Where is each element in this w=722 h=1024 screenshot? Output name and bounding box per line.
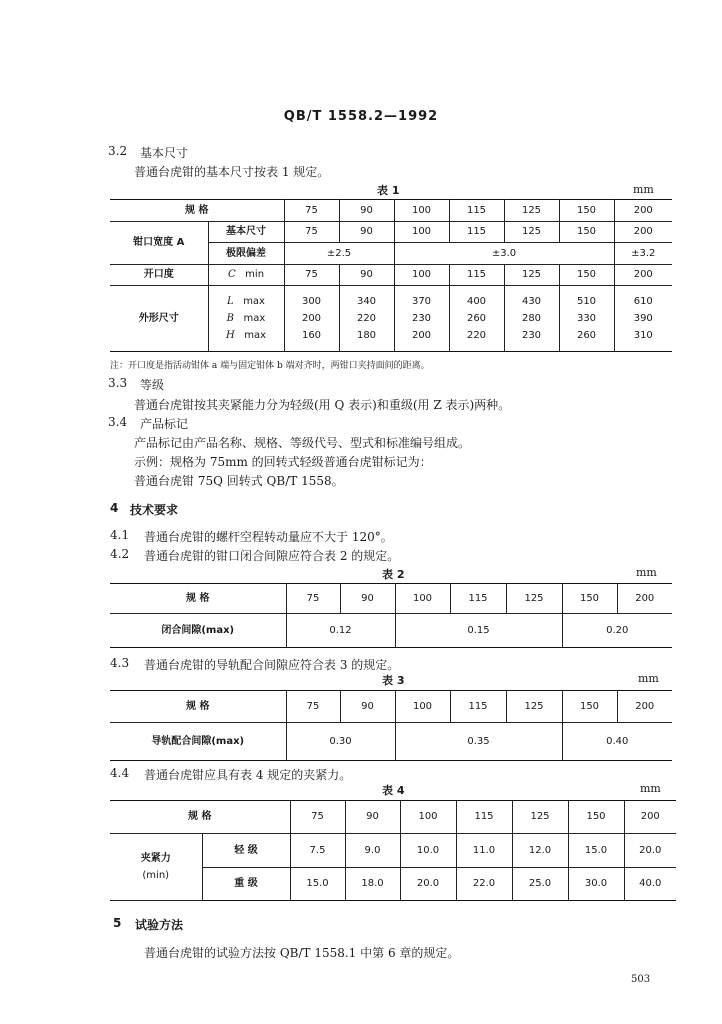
dim-value: 230 [521,330,542,341]
section-4-2-number: 4.2 [110,547,130,561]
dim-value: 370 [411,296,432,307]
section-3-4-line1: 产品标记由产品名称、规格、等级代号、型式和标准编号组成。 [134,436,471,450]
table1-outer-dims-label: 外形尺寸 [110,286,208,352]
section-4-1-number: 4.1 [110,528,130,542]
table2-spec: 75 [286,584,340,614]
table1-spec: 125 [504,200,559,222]
dim-value: 390 [633,313,653,324]
dim-value: 280 [521,313,542,324]
table3-spec: 75 [286,691,340,723]
table4-light-value: 10.0 [400,834,456,868]
table1-nominal-label: 基本尺寸 [208,222,284,243]
table2-spec: 100 [395,584,450,614]
table3-spec: 115 [450,691,506,723]
table1-dims-column [614,286,672,352]
table3-value: 0.30 [286,723,395,761]
section-4-number: 4 [110,501,119,515]
table1-tolerance-value: ±3.2 [614,243,672,265]
table1-note: 注：开口度是指活动钳体 a 端与固定钳体 b 端对齐时，两钳口夹持面间的距离。 [110,361,430,371]
dim-sub: max [244,330,267,341]
table4-spec: 115 [456,801,512,834]
section-3-4-number: 3.4 [108,415,128,429]
table4-heavy-value: 30.0 [568,868,624,901]
table1-spec-label: 规 格 [110,200,284,222]
table2-value: 0.20 [562,614,672,648]
table1-dims-column [394,286,449,352]
table4-light-value: 15.0 [568,834,624,868]
dim-sub: max [243,296,265,307]
table2-caption: 表 2 [382,568,405,581]
table2-value: 0.12 [286,614,395,648]
table3-spec: 150 [562,691,617,723]
dim-value: 610 [633,296,653,307]
table1-nominal-value: 100 [394,222,449,243]
table1-nominal-value: 75 [284,222,339,243]
table1-nominal-value: 125 [504,222,559,243]
table4 [110,800,676,901]
table4-heavy-value: 15.0 [290,868,345,901]
table1-opening-sub: min [245,269,265,280]
table1-dims-symbols [208,286,284,352]
table2-spec-label: 规 格 [110,584,286,614]
dim-value: 510 [576,296,597,307]
table4-heavy-value: 18.0 [345,868,400,901]
force-label: 夹紧力 [140,853,171,864]
dim-value: 310 [633,330,653,341]
section-3-2-body: 普通台虎钳的基本尺寸按表 1 规定。 [134,165,330,179]
dim-value: 180 [356,330,377,341]
table4-heavy-value: 22.0 [456,868,512,901]
dim-value: 340 [356,296,377,307]
table4-spec: 100 [400,801,456,834]
table2-value: 0.15 [395,614,562,648]
section-5-title: 试验方法 [135,918,184,932]
table1-spec: 90 [339,200,394,222]
table1-spec: 200 [614,200,672,222]
section-4-2-body: 普通台虎钳的钳口闭合间隙应符合表 2 的规定。 [144,549,400,563]
table1-opening-value: 150 [559,265,614,286]
table1-nominal-value: 200 [614,222,672,243]
table1-dims-column [339,286,394,352]
dim-symbol: L [227,296,234,307]
section-3-2-number: 3.2 [108,144,128,158]
table2-spec: 115 [450,584,506,614]
table1-tolerance-label: 极限偏差 [208,243,284,265]
table2-spec: 200 [617,584,672,614]
table3-row-label: 导轨配合间隙(max) [110,723,286,761]
section-4-3-number: 4.3 [110,656,130,670]
table1-opening-value: 75 [284,265,339,286]
dim-value: 400 [466,296,487,307]
table3-value: 0.40 [562,723,672,761]
dim-value: 430 [521,296,542,307]
table1-jaw-width-label: 钳口宽度 A [110,222,208,265]
table3-spec-label: 规 格 [110,691,286,723]
table1-opening-value: 90 [339,265,394,286]
table4-spec-label: 规 格 [110,801,290,834]
section-3-4-line2: 示例：规格为 75mm 的回转式轻级普通台虎钳标记为： [134,455,432,469]
dim-value: 220 [466,330,487,341]
table4-light-value: 11.0 [456,834,512,868]
table1-dims-column [559,286,614,352]
table1-caption: 表 1 [377,184,400,197]
table1-spec: 100 [394,200,449,222]
table1-opening-value: 125 [504,265,559,286]
table4-heavy-value: 20.0 [400,868,456,901]
section-3-3-number: 3.3 [108,376,128,390]
table4-spec: 150 [568,801,624,834]
table4-light-value: 7.5 [290,834,345,868]
table2-row-label: 闭合间隙(max) [110,614,286,648]
table1-opening-value: 115 [449,265,504,286]
force-unit: (min) [142,870,170,881]
table4-spec: 75 [290,801,345,834]
table1-nominal-value: 150 [559,222,614,243]
dim-value: 200 [301,313,322,324]
table3 [110,690,672,761]
section-3-3-body: 普通台虎钳按其夹紧能力分为轻级(用 Q 表示)和重级(用 Z 表示)两种。 [134,398,511,412]
table4-heavy-value: 25.0 [512,868,568,901]
table1-opening-sym: C [227,269,236,280]
dim-symbol: B [226,313,234,324]
table3-spec: 100 [395,691,450,723]
table1-nominal-value: 90 [339,222,394,243]
table1-opening-label: 开口度 [110,265,208,286]
table2 [110,583,672,648]
dim-value: 220 [356,313,377,324]
section-5-body: 普通台虎钳的试验方法按 QB/T 1558.1 中第 6 章的规定。 [144,946,460,960]
table3-spec: 90 [340,691,395,723]
section-3-4-title: 产品标记 [140,417,189,431]
dim-value: 260 [466,313,487,324]
table1-spec: 75 [284,200,339,222]
page-number: 503 [631,974,651,985]
table4-caption: 表 4 [382,784,405,797]
section-4-title: 技术要求 [130,503,179,517]
table1-spec: 150 [559,200,614,222]
dim-value: 300 [301,296,322,307]
dim-value: 260 [576,330,597,341]
document-header: QB/T 1558.2—1992 [283,109,439,124]
dim-value: 330 [576,313,597,324]
table1-opening-symbol [208,265,284,286]
table3-spec: 200 [617,691,672,723]
table4-heavy-label: 重 级 [202,868,290,901]
section-4-4-number: 4.4 [110,766,130,780]
section-4-1-body: 普通台虎钳的螺杆空程转动量应不大于 120°。 [144,530,393,544]
section-4-4-body: 普通台虎钳应具有表 4 规定的夹紧力。 [144,768,352,782]
dim-value: 230 [411,313,432,324]
table4-spec: 125 [512,801,568,834]
section-3-4-line3: 普通台虎钳 75Q 回转式 QB/T 1558。 [134,474,344,488]
dim-symbol: H [225,330,235,341]
table1-unit: mm [633,183,654,196]
table4-light-label: 轻 级 [202,834,290,868]
table1-dims-column [284,286,339,352]
table1-tolerance-value: ±3.0 [394,243,614,265]
table4-light-value: 9.0 [345,834,400,868]
table3-value: 0.35 [395,723,562,761]
table3-caption: 表 3 [382,674,405,687]
dim-value: 200 [411,330,432,341]
table1-opening-value: 200 [614,265,672,286]
table2-spec: 125 [506,584,562,614]
table1-spec: 115 [449,200,504,222]
table4-heavy-value: 40.0 [624,868,676,901]
table2-spec: 150 [562,584,617,614]
table1-opening-value: 100 [394,265,449,286]
table1-dims-column [504,286,559,352]
table4-clamping-force-label [110,834,202,901]
section-3-3-title: 等级 [140,378,165,392]
table2-unit: mm [636,566,657,579]
dim-sub: max [243,313,266,324]
table1-nominal-value: 115 [449,222,504,243]
table4-spec: 90 [345,801,400,834]
table1 [110,199,672,352]
table4-spec: 200 [624,801,676,834]
section-3-2-title: 基本尺寸 [140,146,189,160]
table4-unit: mm [640,782,661,795]
table4-light-value: 20.0 [624,834,676,868]
dim-value: 160 [301,330,322,341]
table1-tolerance-value: ±2.5 [284,243,394,265]
section-4-3-body: 普通台虎钳的导轨配合间隙应符合表 3 的规定。 [144,658,400,672]
table3-unit: mm [638,672,659,685]
section-5-number: 5 [113,916,122,930]
table3-spec: 125 [506,691,562,723]
table2-spec: 90 [340,584,395,614]
table4-light-value: 12.0 [512,834,568,868]
table1-dims-column [449,286,504,352]
